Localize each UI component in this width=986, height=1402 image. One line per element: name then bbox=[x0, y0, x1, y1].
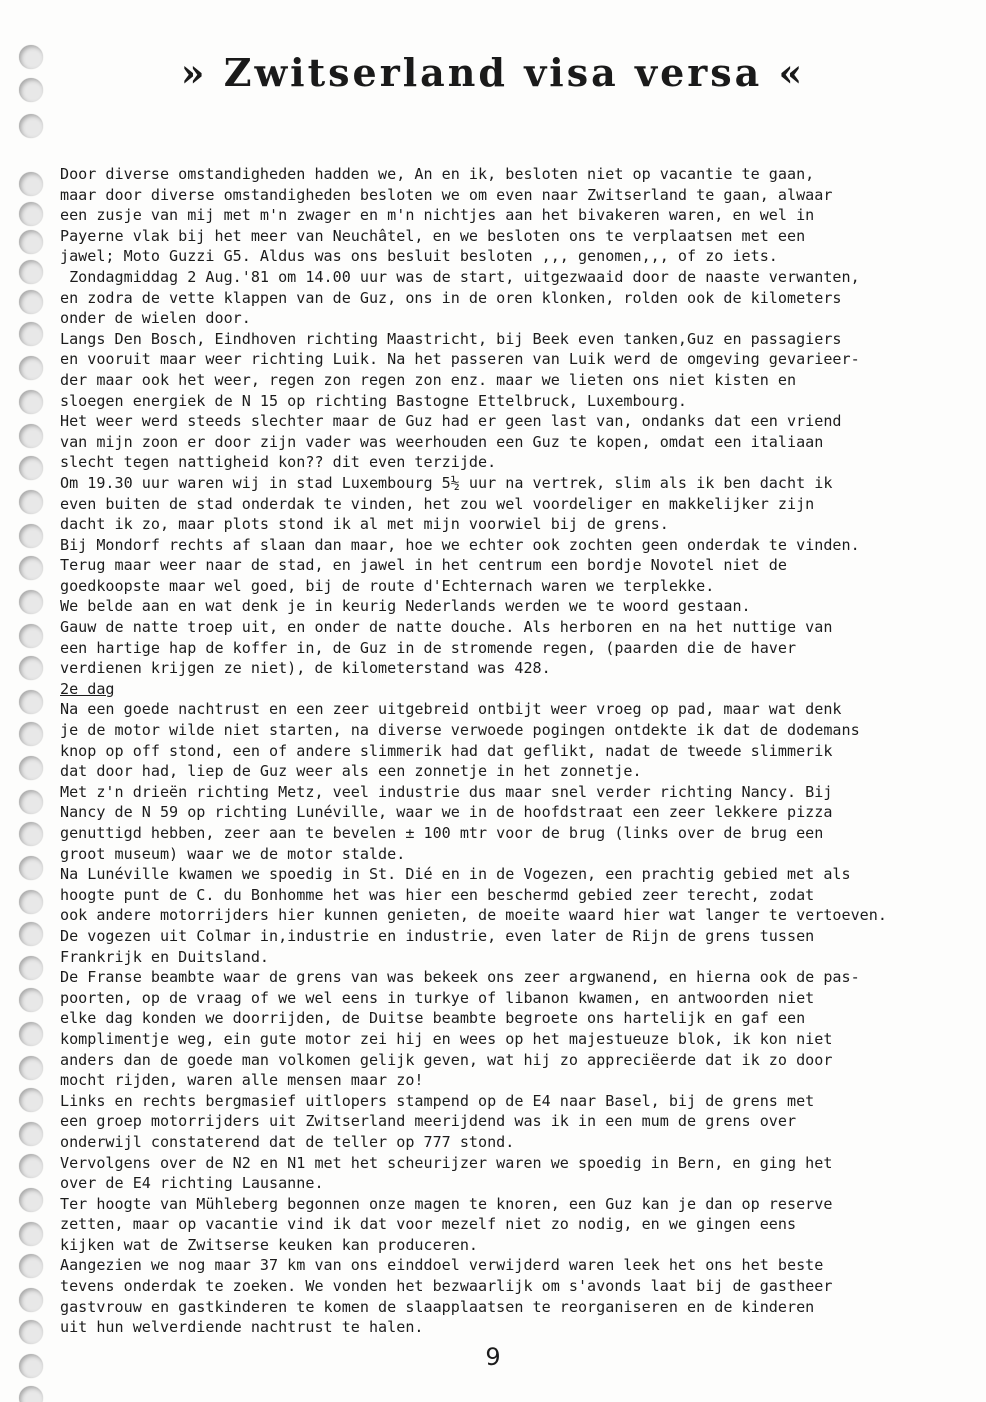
text-line: Terug maar weer naar de stad, en jawel in het centrum een bordje Novotel niet de bbox=[60, 556, 787, 575]
binder-hole-icon bbox=[19, 1320, 43, 1344]
text-line: slecht tegen nattigheid kon?? dit even terzijde. bbox=[60, 453, 497, 472]
text-line: Ter hoogte van Mühleberg begonnen onze magen te knoren, een Guz kan je dan op reserve bbox=[60, 1194, 833, 1213]
text-line: Zondagmiddag 2 Aug.'81 om 14.00 uur was de start, uitgezwaaid door de naaste verwanten, bbox=[60, 267, 860, 286]
text-line: over de E4 richting Lausanne. bbox=[60, 1174, 324, 1193]
article-body bbox=[60, 164, 960, 1338]
binder-hole-icon bbox=[19, 722, 43, 746]
text-line: De vogezen uit Colmar in,industrie en industrie, even later de Rijn de grens tussen bbox=[60, 926, 815, 945]
text-line: onder de wielen door. bbox=[60, 309, 251, 328]
text-line: komplimentje weg, ein gute motor zei hij en wees op het majestueuze blok, ik kon niet bbox=[60, 1029, 833, 1048]
binder-hole-icon bbox=[19, 556, 43, 580]
text-line: zetten, maar op vacantie vind ik dat voor mezelf niet zo nodig, en we gingen eens bbox=[60, 1215, 797, 1234]
binder-hole-icon bbox=[19, 1254, 43, 1278]
text-line: hoogte punt de C. du Bonhomme het was hier een beschermd gebied zeer terecht, zodat bbox=[60, 885, 815, 904]
text-line: Frankrijk en Duitsland. bbox=[60, 947, 270, 966]
text-line: onderwijl constaterend dat de teller op 777 stond. bbox=[60, 1132, 515, 1151]
binder-holes bbox=[0, 0, 60, 1402]
text-line: De Franse beambte waar de grens van was bekeek ons zeer argwanend, en hierna ook de pas- bbox=[60, 968, 860, 987]
text-line: gastvrouw en gastkinderen te komen de slaapplaatsen te reorganiseren en de kinderen bbox=[60, 1297, 815, 1316]
binder-hole-icon bbox=[19, 424, 43, 448]
binder-hole-icon bbox=[19, 202, 43, 226]
binder-hole-icon bbox=[19, 1056, 43, 1080]
page-number: 9 bbox=[485, 1343, 501, 1371]
text-line: mocht rijden, waren alle mensen maar zo! bbox=[60, 1071, 424, 1090]
text-line: groot museum) waar we de motor stalde. bbox=[60, 844, 406, 863]
binder-hole-icon bbox=[19, 790, 43, 814]
text-line: Het weer werd steeds slechter maar de Guz had er geen last van, ondanks dat een vriend bbox=[60, 412, 842, 431]
text-line: tevens onderdak te zoeken. We vonden het bezwaarlijk om s'avonds laat bij de gastheer bbox=[60, 1277, 833, 1296]
section-1 bbox=[60, 164, 960, 679]
binder-hole-icon bbox=[19, 260, 43, 284]
text-line: We belde aan en wat denk je in keurig Nederlands werden we te woord gestaan. bbox=[60, 597, 751, 616]
text-line: en zodra de vette klappen van de Guz, ons in de oren klonken, rolden ook de kilometers bbox=[60, 288, 842, 307]
text-line: dat door had, liep de Guz weer als een zonnetje in het zonnetje. bbox=[60, 762, 642, 781]
binder-hole-icon bbox=[19, 230, 43, 254]
text-line: en vooruit maar weer richting Luik. Na het passeren van Luik werd de omgeving gevarieer- bbox=[60, 350, 860, 369]
text-line: der maar ook het weer, regen zon regen zon enz. maar we lieten ons niet kisten en bbox=[60, 370, 797, 389]
binder-hole-icon bbox=[19, 456, 43, 480]
text-line: een zusje van mij met m'n zwager en m'n nichtjes aan het bivakeren waren, en wel in bbox=[60, 206, 815, 225]
text-line: Gauw de natte troep uit, en onder de natte douche. Als herboren en na het nuttige van bbox=[60, 618, 833, 637]
text-line: Met z'n drieën richting Metz, veel industrie dus maar snel verder richting Nancy. Bij bbox=[60, 782, 833, 801]
section-heading: 2e dag bbox=[60, 679, 115, 698]
text-line: van mijn zoon er door zijn vader was weerhouden een Guz te kopen, omdat een italiaan bbox=[60, 432, 824, 451]
binder-hole-icon bbox=[19, 322, 43, 346]
text-line: Nancy de N 59 op richting Lunéville, waar we in de hoofdstraat een zeer lekkere pizza bbox=[60, 803, 833, 822]
binder-hole-icon bbox=[19, 390, 43, 414]
text-line: verdienen krijgen ze niet), de kilometerstand was 428. bbox=[60, 659, 551, 678]
binder-hole-icon bbox=[19, 490, 43, 514]
text-line: Vervolgens over de N2 en N1 met het scheurijzer waren we spoedig in Bern, en ging het bbox=[60, 1153, 833, 1172]
text-line: Na Lunéville kwamen we spoedig in St. Dié en in de Vogezen, een prachtig gebied met als bbox=[60, 865, 851, 884]
binder-hole-icon bbox=[19, 656, 43, 680]
binder-hole-icon bbox=[19, 690, 43, 714]
text-line: goedkoopste maar wel goed, bij de route d'Echternach waren we terplekke. bbox=[60, 576, 715, 595]
binder-hole-icon bbox=[19, 1122, 43, 1146]
text-line: poorten, op de vraag of we wel eens in turkye of libanon kwamen, en antwoorden niet bbox=[60, 988, 815, 1007]
text-line: dacht ik zo, maar plots stond ik al met mijn voorwiel bij de grens. bbox=[60, 515, 669, 534]
binder-hole-icon bbox=[19, 356, 43, 380]
text-line: anders dan de goede man volkomen gelijk geven, wat hij zo appreciëerde dat ik zo door bbox=[60, 1050, 833, 1069]
binder-hole-icon bbox=[19, 1288, 43, 1312]
binder-hole-icon bbox=[19, 114, 43, 138]
text-line: knop op off stond, een of andere slimmerik had dat geflikt, nadat de tweede slimmerik bbox=[60, 741, 833, 760]
section-2 bbox=[60, 679, 960, 1338]
binder-hole-icon bbox=[19, 756, 43, 780]
text-line: je de motor wilde niet starten, na diverse verwoede pogingen ontdekte ik dat de dodemans bbox=[60, 721, 860, 740]
text-line: Na een goede nachtrust en een zeer uitgebreid ontbijt weer vroeg op pad, maar wat denk bbox=[60, 700, 842, 719]
text-line: Links en rechts bergmasief uitlopers stampend op de E4 naar Basel, bij de grens met bbox=[60, 1091, 815, 1110]
text-line: Door diverse omstandigheden hadden we, An en ik, besloten niet op vacantie te gaan, bbox=[60, 165, 815, 183]
text-line: genuttigd hebben, zeer aan te bevelen ± 100 mtr voor de brug (links over de brug een bbox=[60, 824, 824, 842]
binder-hole-icon bbox=[19, 524, 43, 548]
text-line: Aangezien we nog maar 37 km van ons einddoel verwijderd waren leek het ons het beste bbox=[60, 1256, 824, 1275]
binder-hole-icon bbox=[19, 988, 43, 1012]
binder-hole-icon bbox=[19, 956, 43, 980]
binder-hole-icon bbox=[19, 1188, 43, 1212]
text-line: jawel; Moto Guzzi G5. Aldus was ons besluit besloten ,,, genomen,,, of zo iets. bbox=[60, 247, 778, 266]
text-line: een hartige hap de koffer in, de Guz in de stromende regen, (paarden die de haver bbox=[60, 638, 797, 657]
binder-hole-icon bbox=[19, 590, 43, 614]
text-line: maar door diverse omstandigheden besloten we om even naar Zwitserland te gaan, alwaar bbox=[60, 185, 833, 204]
binder-hole-icon bbox=[19, 822, 43, 846]
binder-hole-icon bbox=[19, 624, 43, 648]
text-line: Om 19.30 uur waren wij in stad Luxembourg 5½ uur na vertrek, slim als ik ben dacht ik bbox=[60, 473, 833, 492]
text-line: sloegen energiek de N 15 op richting Bastogne Ettelbruck, Luxembourg. bbox=[60, 391, 688, 410]
binder-hole-icon bbox=[19, 172, 43, 196]
text-line: een groep motorrijders uit Zwitserland meerijdend was ik in een mum de grens over bbox=[60, 1112, 797, 1131]
binder-hole-icon bbox=[19, 1386, 43, 1402]
text-line: Payerne vlak bij het meer van Neuchâtel, en we besloten ons te verplaatsen met een bbox=[60, 226, 806, 245]
binder-hole-icon bbox=[19, 1022, 43, 1046]
binder-hole-icon bbox=[19, 890, 43, 914]
binder-hole-icon bbox=[19, 856, 43, 880]
text-line: Bij Mondorf rechts af slaan dan maar, hoe we echter ook zochten geen onderdak te vinden. bbox=[60, 535, 860, 554]
text-line: kijken wat de Zwitserse keuken kan produceren. bbox=[60, 1235, 479, 1254]
text-line: uit hun welverdiende nachtrust te halen. bbox=[60, 1318, 424, 1337]
binder-hole-icon bbox=[19, 1222, 43, 1246]
binder-hole-icon bbox=[19, 922, 43, 946]
article-title: » Zwitserland visa versa « bbox=[180, 50, 806, 95]
binder-hole-icon bbox=[19, 1088, 43, 1112]
text-line: ook andere motorrijders hier kunnen genieten, de moeite waard hier wat langer te vertoeven. bbox=[60, 906, 887, 925]
text-line: elke dag konden we doorrijden, de Duitse beambte begroete ons hartelijk en gaf een bbox=[60, 1009, 806, 1028]
text-line: Langs Den Bosch, Eindhoven richting Maastricht, bij Beek even tanken,Guz en passagiers bbox=[60, 329, 842, 348]
binder-hole-icon bbox=[19, 1154, 43, 1178]
text-line: even buiten de stad onderdak te vinden, het zou wel voordeliger en makkelijker zijn bbox=[60, 494, 815, 513]
binder-hole-icon bbox=[19, 290, 43, 314]
